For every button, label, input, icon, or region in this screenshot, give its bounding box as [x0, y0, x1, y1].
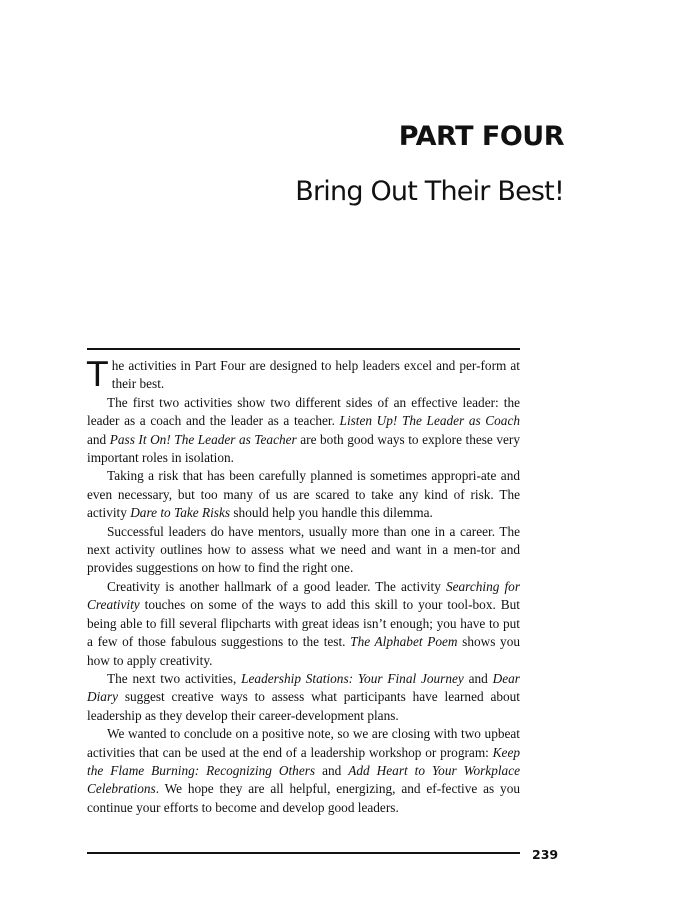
- text-run: are both good ways to explore these very important roles in isolation.: [87, 431, 520, 466]
- bottom-rule: [87, 852, 520, 854]
- text-run: and: [87, 431, 110, 447]
- italic-title: Add Heart to Your Workplace Celebrations: [87, 762, 520, 797]
- intro-paragraph-5: [87, 578, 520, 670]
- text-run: he activities in Part Four are designed to help leaders excel and per-form at their best.: [111, 358, 520, 392]
- italic-title: Keep the Flame Burning: Recognizing Others: [87, 744, 520, 778]
- top-rule: [87, 348, 520, 350]
- text-run: Taking a risk that has been carefully planned is sometimes appropri-ate and even necessary, but too many of us are scared to take any kind of risk. The activity: [87, 468, 520, 521]
- italic-title: Searching for Creativity: [87, 578, 520, 613]
- text-run: . We hope they are all helpful, energizing, and ef-fective as you continue your efforts to become and develop good leaders.: [87, 781, 520, 815]
- intro-paragraph-2: [87, 394, 520, 468]
- text-run: shows you how to apply creativity.: [87, 634, 521, 668]
- intro-paragraph-4: [87, 523, 520, 578]
- intro-text: [87, 357, 520, 817]
- intro-paragraph-7: [87, 725, 520, 817]
- italic-title: The Alphabet Poem: [350, 634, 458, 650]
- intro-paragraph-3: [87, 467, 520, 522]
- text-run: Successful leaders do have mentors, usually more than one in a career. The next activity outlines how to assess what we need and want in a men-tor and provides suggestions on how to find the right one.: [87, 523, 520, 576]
- italic-title: Dare to Take Risks: [130, 505, 231, 521]
- italic-title: Leadership Stations: Your Final Journey: [241, 670, 464, 686]
- text-run: touches on some of the ways to add this skill to your tool-box. But being able to fill several flipcharts with great ideas isn’t enough; you have to put a few of those fabulous suggestions to the test.: [87, 597, 520, 650]
- drop-cap: T: [87, 355, 108, 395]
- text-run: The first two activities show two different sides of an effective leader: the leader as a coach and the leader as a teacher.: [87, 394, 520, 429]
- text-run: suggest creative ways to assess what participants have learned about leadership as they develop their career-development plans.: [87, 689, 520, 723]
- part-title: Bring Out Their Best!: [295, 176, 564, 207]
- italic-title: Listen Up! The Leader as Coach: [339, 413, 520, 429]
- italic-title: Pass It On! The Leader as Teacher: [109, 431, 297, 447]
- page-number: 239: [532, 847, 559, 862]
- italic-title: Dear Diary: [87, 670, 520, 705]
- intro-paragraph-1: [87, 357, 520, 394]
- intro-paragraph-6: [87, 670, 520, 725]
- text-run: We wanted to conclude on a positive note, so we are closing with two upbeat activities that can be used at the end of a leadership workshop or program:: [87, 726, 520, 760]
- text-run: and: [463, 670, 493, 686]
- text-run: should help you handle this dilemma.: [230, 505, 433, 521]
- text-run: The next two activities,: [107, 670, 242, 686]
- text-run: and: [315, 762, 349, 778]
- part-label: PART FOUR: [398, 121, 564, 152]
- text-run: Creativity is another hallmark of a good leader. The activity: [107, 578, 446, 594]
